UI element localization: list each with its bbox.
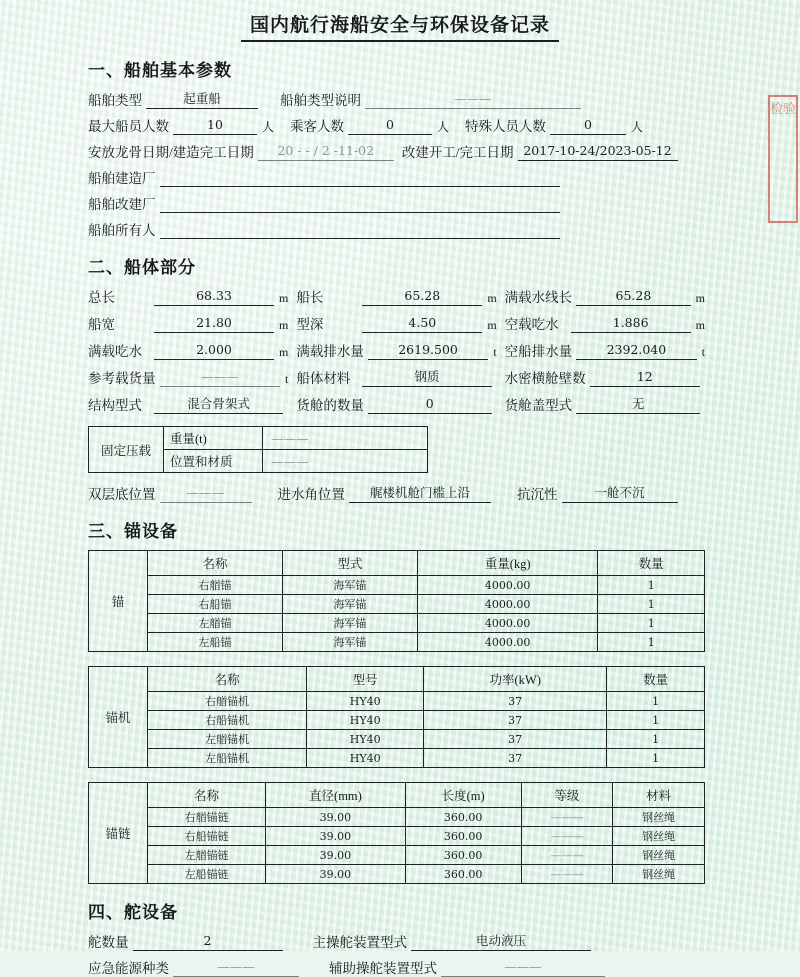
windlass-cell-power: 37 bbox=[424, 730, 607, 749]
windlass-cell-qty: 1 bbox=[607, 730, 705, 749]
value-lbp[interactable]: 65.28 bbox=[362, 288, 482, 306]
unit-max-crew: 人 bbox=[262, 120, 275, 134]
chain-col-grade: 等级 bbox=[521, 783, 613, 808]
unit-passengers: 人 bbox=[437, 120, 450, 134]
field-row-emergency-power bbox=[88, 957, 705, 977]
windlass-cell-power: 37 bbox=[424, 711, 607, 730]
field-row-crew bbox=[88, 115, 705, 135]
field-row-owner bbox=[88, 219, 705, 239]
chain-cell-material: 钢丝绳 bbox=[613, 808, 705, 827]
windlass-col-name: 名称 bbox=[148, 667, 307, 692]
label-main-steering: 主操舵装置型式 bbox=[312, 935, 407, 950]
value-main-steering[interactable]: 电动液压 bbox=[411, 933, 591, 951]
windlass-col-qty: 数量 bbox=[607, 667, 705, 692]
table-row bbox=[89, 827, 705, 846]
ballast-block bbox=[88, 426, 705, 473]
chain-cell-material: 钢丝绳 bbox=[613, 846, 705, 865]
value-ballast-weight[interactable]: ——— bbox=[263, 427, 428, 450]
value-depth[interactable]: 4.50 bbox=[362, 315, 482, 333]
label-beam: 船宽 bbox=[88, 317, 115, 332]
unit-light-displacement: t bbox=[701, 345, 705, 359]
chain-cell-length: 360.00 bbox=[405, 827, 521, 846]
label-waterline-length: 满载水线长 bbox=[504, 290, 573, 305]
label-builder: 船舶建造厂 bbox=[88, 171, 156, 186]
unit-full-displacement: t bbox=[493, 345, 497, 359]
fixed-ballast-table bbox=[88, 426, 428, 473]
table-header-row bbox=[89, 783, 705, 808]
value-rebuilder[interactable] bbox=[160, 195, 560, 213]
chain-cell-name: 右船锚链 bbox=[148, 827, 266, 846]
anchor-cell-qty: 1 bbox=[598, 614, 705, 633]
chain-col-diameter: 直径(mm) bbox=[266, 783, 405, 808]
field-row-keel-date bbox=[88, 141, 705, 161]
windlass-cell-qty: 1 bbox=[607, 692, 705, 711]
section-3-heading: 三、锚设备 bbox=[88, 522, 178, 542]
windlass-cell-name: 右船锚机 bbox=[148, 711, 307, 730]
value-ship-type-desc[interactable]: ——— bbox=[365, 91, 581, 109]
anchor-cell-name: 右船锚 bbox=[148, 595, 283, 614]
chain-cell-diameter: 39.00 bbox=[266, 846, 405, 865]
table-row bbox=[89, 711, 705, 730]
windlass-cell-model: HY40 bbox=[307, 692, 424, 711]
windlass-cell-model: HY40 bbox=[307, 711, 424, 730]
value-full-draft[interactable]: 2.000 bbox=[154, 342, 274, 360]
windlass-table-rowname: 锚机 bbox=[89, 667, 148, 768]
label-light-displacement: 空船排水量 bbox=[504, 344, 573, 359]
value-bulkheads[interactable]: 12 bbox=[590, 369, 700, 387]
label-max-crew: 最大船员人数 bbox=[88, 119, 169, 134]
anchor-cell-weight: 4000.00 bbox=[417, 633, 598, 652]
table-row bbox=[89, 633, 705, 652]
chain-cell-grade: ——— bbox=[521, 865, 613, 884]
anchor-cell-type: 海军锚 bbox=[282, 614, 417, 633]
section-4-heading: 四、舵设备 bbox=[88, 903, 178, 923]
label-full-draft: 满载吃水 bbox=[88, 344, 142, 359]
anchor-cell-qty: 1 bbox=[598, 633, 705, 652]
value-cargo-capacity[interactable]: ——— bbox=[160, 369, 280, 387]
chain-cell-diameter: 39.00 bbox=[266, 827, 405, 846]
label-depth: 型深 bbox=[296, 317, 324, 332]
chain-col-name: 名称 bbox=[148, 783, 266, 808]
label-fixed-ballast: 固定压载 bbox=[89, 427, 164, 473]
windlass-col-power: 功率(kW) bbox=[424, 667, 607, 692]
unit-depth: m bbox=[487, 318, 497, 332]
label-owner: 船舶所有人 bbox=[88, 223, 156, 238]
chain-table-rowname: 锚链 bbox=[89, 783, 148, 884]
label-ship-type-desc: 船舶类型说明 bbox=[280, 93, 361, 108]
field-row-builder bbox=[88, 167, 705, 187]
unit-waterline-length: m bbox=[695, 291, 705, 305]
windlass-cell-model: HY40 bbox=[307, 730, 424, 749]
label-hold-count: 货舱的数量 bbox=[296, 398, 364, 413]
hull-field-grid bbox=[88, 286, 705, 414]
label-full-displacement: 满载排水量 bbox=[296, 344, 364, 359]
label-special-persons: 特殊人员人数 bbox=[465, 119, 547, 134]
value-owner[interactable] bbox=[160, 221, 560, 239]
field-hold-count bbox=[296, 394, 496, 414]
value-hull-material[interactable]: 钢质 bbox=[362, 369, 491, 387]
value-beam[interactable]: 21.80 bbox=[154, 315, 274, 333]
value-full-displacement[interactable]: 2619.500 bbox=[368, 342, 488, 360]
field-full-displacement bbox=[296, 340, 496, 360]
windlass-cell-name: 左艏锚机 bbox=[148, 730, 307, 749]
value-flooding-angle[interactable]: 艉楼机舱门槛上沿 bbox=[349, 485, 491, 503]
chain-col-material: 材料 bbox=[613, 783, 705, 808]
value-ship-type[interactable]: 起重船 bbox=[146, 91, 258, 109]
unit-special-persons: 人 bbox=[631, 120, 644, 134]
windlass-cell-power: 37 bbox=[424, 692, 607, 711]
field-loa bbox=[88, 286, 288, 306]
label-rebuilder: 船舶改建厂 bbox=[88, 197, 156, 212]
windlass-col-model: 型号 bbox=[307, 667, 424, 692]
chain-col-length: 长度(m) bbox=[405, 783, 521, 808]
label-rebuild-date: 改建开工/完工日期 bbox=[401, 145, 514, 160]
anchor-table-rowname: 锚 bbox=[89, 551, 148, 652]
windlass-cell-qty: 1 bbox=[607, 749, 705, 768]
windlass-cell-model: HY40 bbox=[307, 749, 424, 768]
table-row bbox=[89, 614, 705, 633]
anchor-cell-weight: 4000.00 bbox=[417, 614, 598, 633]
page-title: 国内航行海船安全与环保设备记录 bbox=[249, 14, 550, 36]
value-rudder-count[interactable]: 2 bbox=[133, 933, 283, 951]
anchor-col-weight: 重量(kg) bbox=[417, 551, 598, 576]
anchor-cell-type: 海军锚 bbox=[282, 633, 417, 652]
anchor-cell-qty: 1 bbox=[598, 595, 705, 614]
value-max-crew[interactable]: 10 bbox=[173, 117, 257, 135]
field-full-draft bbox=[88, 340, 288, 360]
label-subdivision: 抗沉性 bbox=[517, 487, 558, 502]
value-passengers[interactable]: 0 bbox=[348, 117, 432, 135]
value-ballast-position[interactable]: ——— bbox=[263, 450, 428, 473]
label-keel-date: 安放龙骨日期/建造完工日期 bbox=[88, 145, 254, 160]
anchor-col-qty: 数量 bbox=[598, 551, 705, 576]
table-header-row bbox=[89, 667, 705, 692]
field-waterline-length bbox=[505, 286, 705, 306]
section-2-heading: 二、船体部分 bbox=[88, 258, 196, 278]
label-double-bottom: 双层底位置 bbox=[88, 487, 156, 502]
unit-beam: m bbox=[278, 318, 289, 332]
field-lbp bbox=[296, 286, 496, 306]
value-waterline-length[interactable]: 65.28 bbox=[576, 288, 690, 306]
table-row bbox=[89, 427, 428, 450]
anchor-cell-name: 右艏锚 bbox=[148, 576, 283, 595]
chain-cell-material: 钢丝绳 bbox=[613, 865, 705, 884]
label-ballast-weight: 重量(t) bbox=[164, 427, 263, 450]
table-row bbox=[89, 846, 705, 865]
value-double-bottom[interactable]: ——— bbox=[160, 485, 252, 503]
unit-loa: m bbox=[278, 291, 289, 305]
windlass-cell-name: 右艏锚机 bbox=[148, 692, 307, 711]
value-builder[interactable] bbox=[160, 169, 560, 187]
anchor-cell-weight: 4000.00 bbox=[417, 595, 598, 614]
label-passengers: 乘客人数 bbox=[290, 119, 345, 134]
label-lbp: 船长 bbox=[296, 290, 324, 305]
anchor-cell-name: 左船锚 bbox=[148, 633, 283, 652]
anchor-cell-qty: 1 bbox=[598, 576, 705, 595]
value-rebuild-date[interactable]: 2017-10-24/2023-05-12 bbox=[518, 143, 678, 161]
value-aux-steering[interactable]: ——— bbox=[441, 959, 605, 977]
chain-cell-grade: ——— bbox=[521, 827, 613, 846]
chain-cell-length: 360.00 bbox=[405, 808, 521, 827]
anchor-cell-type: 海军锚 bbox=[282, 595, 417, 614]
windlass-cell-qty: 1 bbox=[607, 711, 705, 730]
anchor-table bbox=[88, 550, 705, 652]
unit-light-draft: m bbox=[695, 318, 705, 332]
chain-cell-diameter: 39.00 bbox=[266, 808, 405, 827]
field-row-rebuilder bbox=[88, 193, 705, 213]
table-row bbox=[89, 576, 705, 595]
label-rudder-count: 舵数量 bbox=[88, 935, 129, 950]
chain-cell-diameter: 39.00 bbox=[266, 865, 405, 884]
field-hatch-type bbox=[505, 394, 705, 414]
field-bulkheads bbox=[505, 367, 705, 387]
label-light-draft: 空载吃水 bbox=[504, 317, 559, 332]
chain-cell-length: 360.00 bbox=[405, 846, 521, 865]
chain-cell-grade: ——— bbox=[521, 846, 613, 865]
chain-cell-name: 左船锚链 bbox=[148, 865, 266, 884]
unit-full-draft: m bbox=[278, 345, 289, 359]
label-structure-type: 结构型式 bbox=[88, 398, 142, 413]
unit-cargo-capacity: t bbox=[284, 372, 289, 386]
title-underline bbox=[241, 40, 559, 42]
field-row-ship-type bbox=[88, 89, 705, 109]
anchor-col-name: 名称 bbox=[148, 551, 283, 576]
field-depth bbox=[296, 313, 496, 333]
windlass-cell-name: 左船锚机 bbox=[148, 749, 307, 768]
value-structure-type[interactable]: 混合骨架式 bbox=[154, 396, 283, 414]
label-emergency-power: 应急能源种类 bbox=[88, 961, 169, 976]
field-light-draft bbox=[505, 313, 705, 333]
label-hatch-type: 货舱盖型式 bbox=[504, 398, 573, 413]
red-seal-stamp bbox=[762, 95, 798, 235]
table-row bbox=[89, 595, 705, 614]
chain-table bbox=[88, 782, 705, 884]
field-cargo-capacity bbox=[88, 367, 288, 387]
field-structure-type bbox=[88, 394, 288, 414]
anchor-cell-type: 海军锚 bbox=[282, 576, 417, 595]
anchor-cell-name: 左艏锚 bbox=[148, 614, 283, 633]
unit-lbp: m bbox=[487, 291, 497, 305]
table-row bbox=[89, 808, 705, 827]
label-flooding-angle: 进水角位置 bbox=[277, 487, 345, 502]
value-emergency-power[interactable]: ——— bbox=[173, 959, 299, 977]
table-row bbox=[89, 730, 705, 749]
anchor-cell-weight: 4000.00 bbox=[417, 576, 598, 595]
value-light-displacement[interactable]: 2392.040 bbox=[576, 342, 696, 360]
windlass-cell-power: 37 bbox=[424, 749, 607, 768]
chain-cell-length: 360.00 bbox=[405, 865, 521, 884]
section-1-heading: 一、船舶基本参数 bbox=[88, 61, 232, 81]
windlass-table bbox=[88, 666, 705, 768]
chain-cell-name: 右艏锚链 bbox=[148, 808, 266, 827]
field-beam bbox=[88, 313, 288, 333]
value-special-persons[interactable]: 0 bbox=[550, 117, 626, 135]
value-light-draft[interactable]: 1.886 bbox=[571, 315, 691, 333]
value-loa[interactable]: 68.33 bbox=[154, 288, 274, 306]
label-ballast-position: 位置和材质 bbox=[164, 450, 263, 473]
chain-cell-material: 钢丝绳 bbox=[613, 827, 705, 846]
chain-cell-name: 左艏锚链 bbox=[148, 846, 266, 865]
field-light-displacement bbox=[505, 340, 705, 360]
value-hold-count[interactable]: 0 bbox=[368, 396, 492, 414]
table-row bbox=[89, 865, 705, 884]
table-row bbox=[89, 749, 705, 768]
field-hull-material bbox=[296, 367, 496, 387]
table-header-row bbox=[89, 551, 705, 576]
label-bulkheads: 水密横舱壁数 bbox=[504, 371, 586, 386]
value-keel-date[interactable]: 20 - - / 2 -11-02 bbox=[258, 143, 394, 161]
seal-text: 检验 bbox=[768, 95, 798, 223]
table-row bbox=[89, 692, 705, 711]
value-subdivision[interactable]: 一舱不沉 bbox=[562, 485, 678, 503]
document-content bbox=[88, 56, 705, 977]
chain-cell-grade: ——— bbox=[521, 808, 613, 827]
label-hull-material: 船体材料 bbox=[296, 371, 351, 386]
field-row-double-bottom bbox=[88, 483, 705, 503]
label-ship-type: 船舶类型 bbox=[88, 93, 142, 108]
anchor-col-type: 型式 bbox=[282, 551, 417, 576]
value-hatch-type[interactable]: 无 bbox=[576, 396, 700, 414]
label-aux-steering: 辅助操舵装置型式 bbox=[329, 961, 437, 976]
label-loa: 总长 bbox=[88, 290, 115, 305]
label-cargo-capacity: 参考载货量 bbox=[88, 371, 156, 386]
field-row-rudder-count bbox=[88, 931, 705, 951]
